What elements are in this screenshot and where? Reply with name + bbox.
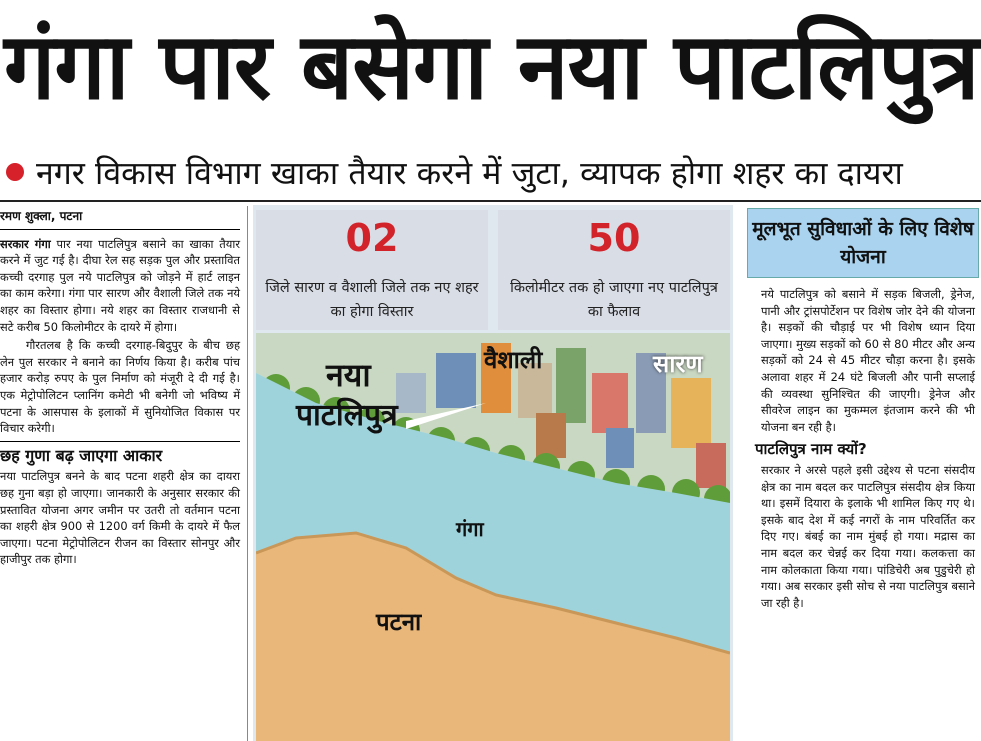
left-paragraph-2: गौरतलब है कि कच्ची दरगाह-बिदुपुर के बीच छह लेन पुल सरकार ने बनाने का निर्णय किया है। करीब पांच हजार करोड़ रुपए के पुल निर्माण को मंजूरी दे दी गई है। एक मेट्रोपोलिटन प्लानिंग कमेटी भी बनेगी जो भविष्य में पटना के आसपास के इलाकों में सुनियोजित विकास पर विचार करेगी। — [0, 338, 240, 436]
right-column — [747, 208, 979, 741]
column-divider — [247, 206, 248, 741]
infographic — [253, 205, 733, 741]
byline: रमण शुक्ला, पटना — [0, 208, 240, 230]
right-heading-2: पाटलिपुत्र नाम क्यों? — [755, 440, 867, 459]
stat-label: किलोमीटर तक हो जाएगा नए पाटलिपुत्र का फैलाव — [510, 280, 718, 320]
subheadline-text: नगर विकास विभाग खाका तैयार करने में जुटा, व्यापक होगा शहर का दायरा — [36, 154, 903, 192]
headline: गंगा पार बसेगा नया पाटलिपुत्र — [4, 13, 979, 120]
lead-bold: सरकार गंगा — [0, 236, 51, 251]
top-divider — [0, 200, 981, 202]
label-ganga: गंगा — [456, 517, 484, 541]
stat-number: 02 — [345, 216, 399, 260]
left-paragraph-3: नया पाटलिपुत्र बनने के बाद पटना शहरी क्षेत्र का दायरा छह गुना बड़ा हो जाएगा। जानकारी के अनुसार सरकार की प्रस्तावित योजना अगर जमीन पर उतरी तो वर्तमान पटना का शहरी क्षेत्र 900 से 1200 वर्ग किमी के दायरे में फैल जाएगा। पटना मेट्रोपोलिटन रीजन का विस्तार सोनपुर और हाजीपुर तक होगा। — [0, 469, 240, 567]
right-paragraph-2: सरकार ने अरसे पहले इसी उद्देश्य से पटना संसदीय क्षेत्र का नाम बदल कर पाटलिपुत्र संसदीय क्षेत्र किया था। इसमें दियारा के इलाके भी शामिल किए गए थे। इसके बाद देश में कई नगरों के नाम परिवर्तित कर दिए गए। बंबई का नाम मुंबई हो गया। मद्रास का नाम बदल कर चेन्नई कर दिया गया। कलकत्ता का नाम कोलकाता किया गया। पांडिचेरी अब पुडुचेरी हो गया। अब सरकार इसी सोच से नया पाटलिपुत्र बसाने जा रही है। — [761, 462, 975, 610]
left-paragraph-1 — [0, 236, 240, 336]
left-heading-2: छह गुणा बढ़ जाएगा आकार — [0, 441, 240, 465]
stat-number: 50 — [587, 216, 641, 260]
city-map-illustration — [256, 333, 730, 741]
left-paragraph-1-text: पार नया पाटलिपुत्र बसाने का खाका तैयार करने में जुट गई है। दीघा रेल सह सड़क पुल और प्रस्तावित कच्ची दरगाह पुल नये पाटलिपुत्र को जोड़ने में हार्ट लाइन का काम करेगा। गंगा पार सारण और वैशाली जिले तक नये शहर का विस्तार होगा। नये शहर का विस्तार राजधानी से सटे करीब 50 किलोमीटर के दायरे में होगा। — [0, 236, 240, 334]
stat-label: जिले सारण व वैशाली जिले तक नए शहर का होगा विस्तार — [265, 280, 479, 320]
facilities-box-title: मूलभूत सुविधाओं के लिए विशेष योजना — [747, 208, 979, 278]
label-saran: सारण — [653, 350, 703, 378]
bullet-dot-icon — [6, 163, 24, 181]
left-column — [0, 208, 240, 741]
stat-box-districts — [256, 210, 488, 330]
label-pataliputra: पाटलिपुत्र — [296, 398, 398, 433]
label-naya: नया — [326, 356, 371, 394]
subheadline — [6, 148, 981, 198]
label-patna: पटना — [376, 608, 422, 636]
label-vaishali: वैशाली — [484, 346, 543, 374]
right-paragraph-1: नये पाटलिपुत्र को बसाने में सड़क बिजली, ड्रेनेज, पानी और ट्रांसपोर्टेशन पर विशेष जोर देने की योजना है। सड़कों की चौड़ाई पर भी विशेष ध्यान दिया जाएगा। मुख्य सड़कों को 60 से 80 मीटर और अन्य सड़कों को 24 से 45 मीटर चौड़ा करना है। इसके अलावा शहर में 24 घंटे बिजली और पानी सप्लाई की व्यवस्था सुनिश्चित की जाएगी। ड्रेनेज और सीवरेज लाइन का मुकम्मल इंतजाम करने की भी योजना बन रही है। — [761, 287, 975, 434]
stat-box-kilometers — [498, 210, 730, 330]
